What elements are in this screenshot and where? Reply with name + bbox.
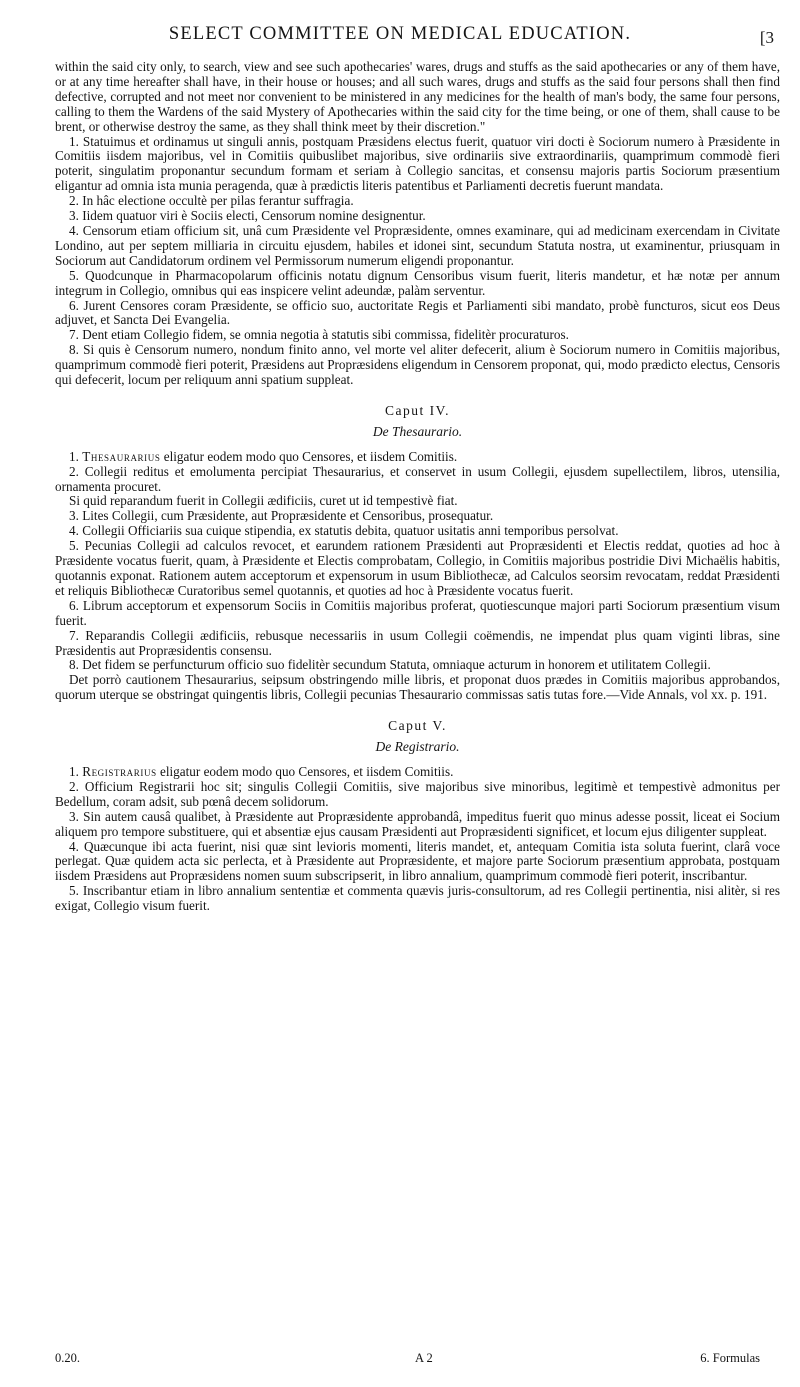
caput-v-section — [55, 719, 780, 914]
page-footer — [55, 1351, 760, 1371]
paragraph: 7. Dent etiam Collegio fidem, se omnia negotia à statutis sibi commissa, fidelitèr procuraturos. — [69, 327, 569, 343]
paragraph — [55, 765, 780, 780]
paragraph: 1. Statuimus et ordinamus ut singuli annis, postquam Præsidens electus fuerit, quatuor viri docti è Sociorum numero à Præsidente in Comitiis iisdem majoribus, vel in Comitiis quibuslibet majoribus, sive ordinariis sive extraordinariis, quamprimum commodè fieri poterit, singulatim proponantur secundum formam et seriam à Collegio sancitas, et consensu majoris partis Sociorum præsentium eligantur ad omnia ista munia peragenda, quæ à prædictis literis patentibus et Parliamenti decretis fuerunt mandata. — [55, 133, 780, 194]
paragraph: within the said city only, to search, view and see such apothecaries' wares, drugs and stuffs as the said apothecaries or any of them have, or at any time hereafter shall have, in their house or houses; and all such wares, drugs and stuffs as the said four persons shall then find defective, corrupted and not meet nor convenient to be ministered in any medicines for the health of man's body, the same four persons, calling to them the Wardens of the said Mystery of Apothecaries within the said city for the time being, or one of them, shall cause to be brent, or otherwise destroy the same, as they shall think meet by their discretion." — [55, 59, 780, 134]
paragraph: 3. Lites Collegii, cum Præsidente, aut Propræsidente et Censoribus, prosequatur. — [69, 508, 494, 524]
paragraph-text: eligatur eodem modo quo Censores, et iisdem Comitiis. — [160, 448, 458, 464]
paragraph: 3. Iidem quatuor viri è Sociis electi, Censorum nomine designentur. — [69, 208, 426, 224]
printer-signature: 0.20. — [55, 1351, 80, 1365]
paragraph: 4. Censorum etiam officium sit, unâ cum Præsidente vel Propræsidente, omnes examinare, qui ad medicinam exercendam in Civitate Londino, aut per septem milliaria in circuitu ejusdem, habiles et idonei sint, secundum Statuta nostra, ut examinentur, priusquam in Sociorum aut Candidatorum ordinem vel Permissorum numerum eligendi proponantur. — [55, 222, 780, 268]
paragraph: 5. Inscribantur etiam in libro annalium sententiæ et commenta quævis juris-consultorum, ad res Collegii pertinentia, nisi alitèr, si res exigat, Collegio visum fuerit. — [55, 883, 780, 914]
officer-title: Registrarius — [82, 763, 157, 779]
paragraph: 6. Librum acceptorum et expensorum Sociis in Comitiis majoribus proferat, quotiescunque majori parti Sociorum præsentium visum fuerit. — [55, 597, 780, 628]
paragraph: 3. Sin autem causâ qualibet, à Præsidente aut Propræsidente approbandâ, impeditus fuerit quo minus adesse possit, liceat ei Socium aliquem pro tempore substituere, qui et absentiæ ejus causam Præsidenti aut Propræsidenti significet, et locum ejus diligenter suppleat. — [55, 808, 780, 839]
paragraph: 8. Det fidem se perfuncturum officio suo fidelitèr secundum Statuta, omniaque acturum in honorem et utilitatem Collegii. — [69, 657, 711, 673]
caput-iv-section — [55, 404, 780, 703]
paragraph: 7. Reparandis Collegii ædificiis, rebusque necessariis in usum Collegii coëmendis, ne impendat plus quam viginti libras, sine Præsidentis aut Propræsidentis consensu. — [55, 627, 780, 658]
catchword: 6. Formulas — [700, 1351, 760, 1365]
chapter-subheading: De Registrario. — [375, 739, 460, 755]
paragraph-number: 1. — [69, 448, 79, 464]
paragraph: 4. Collegii Officiariis sua cuique stipendia, ex statutis debita, quatuor usitatis anni temporibus persolvat. — [69, 523, 619, 539]
running-head — [0, 16, 800, 46]
paragraph: 4. Quæcunque ibi acta fuerint, nisi quæ sint levioris momenti, literis mandet, et, antequam Comitia ista soluta fuerint, clarâ voce perlegat. Quæ quidem acta sic perlecta, et à Præsidente aut Propræsidente, et majore parte Sociorum præsentium approbata, postquam iisdem Præsidens aut Propræsidens nomen suum subscripserit, in libro annalium, quamprimum commodè fieri poterit, inscribantur. — [55, 838, 780, 884]
paragraph: 5. Pecunias Collegii ad calculos revocet, et earundem rationem Præsidenti aut Propræsidenti et Electis reddat, quoties ad hoc à Præsidente vocatus fuerit, quam, à Præsidente et Electis comprobatam, Collegio, in Comitiis majoribus postridie Divi Michaëlis habitis, quotannis exponat. Rationem autem acceptorum et expensorum in usum Bibliothecæ, ad Calculos seorsim revocatam, reddat Præsidenti et reliquis Bibliothecæ Curatoribus semel quotannis, et quoties ad hoc à Præsidente vocatus fuerit. — [55, 538, 780, 598]
paragraph: 6. Jurent Censores coram Præsidente, se officio suo, auctoritate Regis et Parliamenti sibi mandato, probè functuros, sicut eos Deus adjuvet, et Sancta Dei Evangelia. — [55, 297, 780, 328]
paragraph: 2. In hâc electione occultè per pilas ferantur suffragia. — [69, 193, 354, 209]
chapter-heading: Caput V. — [388, 718, 447, 734]
intro-section — [55, 60, 780, 388]
gathering-signature: A 2 — [415, 1351, 433, 1365]
chapter-subheading: De Thesaurario. — [372, 423, 463, 439]
paragraph — [55, 450, 780, 465]
paragraph: 2. Collegii reditus et emolumenta percipiat Thesaurarius, et conservet in usum Collegii, ejusdem supellectilem, libros, utensilia, ornamenta procuret. — [55, 463, 780, 494]
paragraph: Si quid reparandum fuerit in Collegii ædificiis, curet ut id tempestivè fiat. — [69, 493, 458, 509]
officer-title: Thesaurarius — [82, 448, 161, 464]
paragraph: Det porrò cautionem Thesaurarius, seipsum obstringendo mille libris, et proponat duos prædes in Comitiis majoribus approbandos, quorum uterque se obstringat quingentis libris, Collegii pecunias Thesaurario commissas satis tutas fore.—Vide Annals, vol xx. p. 191. — [55, 672, 780, 703]
paragraph: 8. Si quis è Censorum numero, nondum finito anno, vel morte vel aliter defecerit, alium è Sociorum numero in Comitiis majoribus, quamprimum commodè fieri poterit, Præsidens aut Propræsidens eligendum in Censorem proponat, qui, modo prædicto electus, Censoris qui defecerit, locum per reliquum anni spatium suppleat. — [55, 342, 780, 388]
page-number: [3 — [759, 28, 774, 47]
paragraph: 5. Quodcunque in Pharmacopolarum officinis notatu dignum Censoribus visum fuerit, literis mandetur, et hæ notæ per annum integrum in Collegio, omnibus qui eas inspicere velint adeundæ, palàm serventur. — [55, 267, 780, 298]
paragraph: 2. Officium Registrarii hoc sit; singulis Collegii Comitiis, sive majoribus sive minoribus, legitimè et tempestivè admonitus per Bedellum, coram adsit, sub pœnâ decem solidorum. — [55, 778, 780, 809]
body-text — [55, 60, 780, 914]
paragraph-number: 1. — [69, 763, 79, 779]
chapter-heading: Caput IV. — [384, 402, 450, 418]
running-title: SELECT COMMITTEE ON MEDICAL EDUCATION. — [168, 24, 632, 44]
paragraph-text: eligatur eodem modo quo Censores, et iisdem Comitiis. — [156, 763, 454, 779]
